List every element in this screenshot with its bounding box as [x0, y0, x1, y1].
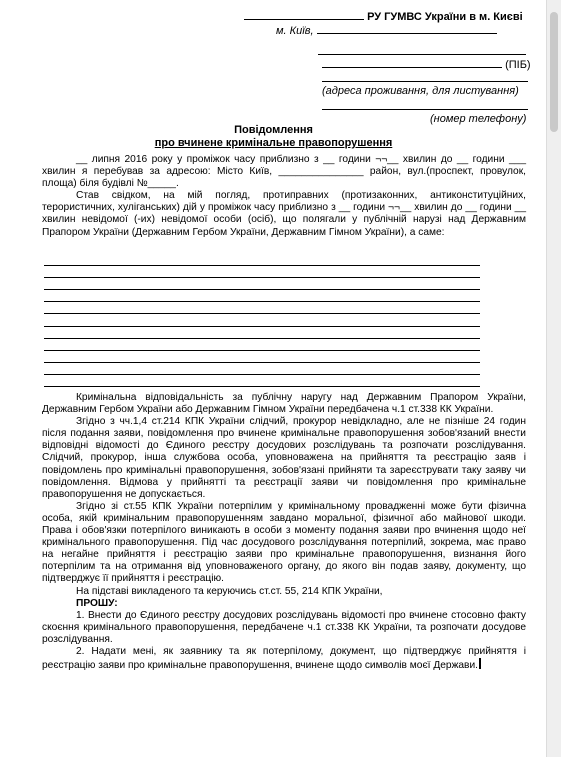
- paragraph-article-214: Згідно з чч.1,4 ст.214 КПК України слідчий, прокурор невідкладно, але не пізніше 24 годин після подання заяви, повідомлення про вчинене кримінальне правопорушення зобов'язаний внести відповідні відомості до Єдиного реєстру досудових розслідувань та розпочати розслідування. Слідчий, прокурор, інша службова особа, уповноважена на прийняття та реєстрацію заяв і повідомлень про кримінальні правопорушення, зобов'язані прийняти та зареєструвати таку заяву чи повідомлення. Відмова у прийнятті та реєстрації заяви чи повідомлення про кримінальне правопорушення не допускається.: [42, 416, 526, 500]
- blank-line: [44, 254, 480, 266]
- phone-hint: (номер телефону): [430, 113, 527, 125]
- blank-line: [44, 278, 480, 290]
- recipient-blank: [244, 9, 364, 20]
- recipient-line: [244, 9, 523, 24]
- blank-line: [44, 339, 480, 351]
- blank-line: [44, 375, 480, 387]
- blank-line: [44, 351, 480, 363]
- intro-section: [42, 154, 526, 239]
- blank-line: [44, 302, 480, 314]
- legal-section: [42, 392, 526, 672]
- phone-blank-line: [322, 99, 528, 114]
- name-blank: [318, 44, 526, 55]
- document-title: [0, 124, 547, 150]
- pib-blank: [322, 57, 502, 68]
- paragraph-witness: Став свідком, на мій погляд, протиправних (протизаконних, антиконституційних, терористичних, хуліганських) дій у проміжок часу приблизно з __ години ¬¬__ хвилин до __ години __ хвилин невідомої (-их) невідомої особи (осіб), що полягали у публічній нарузі над Державним Прапором України (Державним Гербом України, Державним Гімном України), а саме:: [42, 190, 526, 238]
- request-item-2-text: 2. Надати мені, як заявнику та як потерпілому, документ, що підтверджує прийняття і реєстрацію заяви про кримінальне правопорушення, вчинене щодо символів моєї Держави.: [42, 645, 526, 672]
- address-blank-line: [322, 71, 528, 86]
- pib-label: (ПІБ): [505, 59, 531, 71]
- blank-line: [44, 327, 480, 339]
- vertical-scrollbar[interactable]: [546, 0, 561, 757]
- paragraph-circumstances: __ липня 2016 року у проміжок часу приблизно з __ години ¬¬__ хвилин до __ години ___ хвилин я перебував за адресою: Місто Київ, _______________ район, вул.(проспект, провулок, площа) біля будівлі №_____.: [42, 154, 526, 190]
- scrollbar-thumb[interactable]: [550, 12, 558, 132]
- request-item-1: 1. Внести до Єдиного реєстру досудових розслідувань відомості про вчинене стосовно факту скоєння кримінального правопорушення, передбачене ч.1 ст.338 КК України, та розпочати досудове розслідування.: [42, 609, 526, 645]
- request-item-2: [42, 646, 526, 672]
- city-blank: [317, 23, 497, 34]
- city-line: [276, 23, 497, 38]
- blank-line: [44, 314, 480, 326]
- blank-line: [44, 266, 480, 278]
- paragraph-basis: На підставі викладеного та керуючись ст.ст. 55, 214 КПК України,: [76, 585, 383, 597]
- title-line1: Повідомлення: [234, 124, 313, 136]
- pib-line: [322, 57, 531, 72]
- address-hint: (адреса проживання, для листування): [322, 85, 519, 97]
- address-blank: [322, 71, 528, 82]
- phone-blank: [322, 99, 528, 110]
- blank-line: [44, 363, 480, 375]
- description-lines: [44, 254, 480, 387]
- paragraph-liability: Кримінальна відповідальність за публічну наругу над Державним Прапором України, Державним Гербом України або Державним Гімном України передбачена ч.1 ст.338 КК України.: [42, 392, 526, 416]
- title-line2: про вчинене кримінальне правопорушення: [154, 137, 393, 149]
- recipient-text: РУ ГУМВС України в м. Києві: [367, 11, 523, 23]
- blank-line: [44, 290, 480, 302]
- city-text: м. Київ,: [276, 25, 314, 37]
- request-heading: ПРОШУ:: [76, 597, 118, 609]
- text-cursor: [479, 658, 481, 669]
- paragraph-article-55: Згідно зі ст.55 КПК України потерпілим у кримінальному провадженні може бути фізична особа, якій кримінальним правопорушенням завдано моральної, фізичної або майнової шкоди. Права і обов'язки потерпілого виникають в особи з моменту подання заяви про вчинення щодо неї кримінального правопорушення. Під час досудового розслідування потерпілий, зокрема, має право на негайне прийняття і реєстрацію заяви про кримінальне правопорушення, визнання його потерпілим та на отримання від уповноваженого органу, до якого він подав заяву, документу, що підтверджує її прийняття і реєстрацію.: [42, 500, 526, 585]
